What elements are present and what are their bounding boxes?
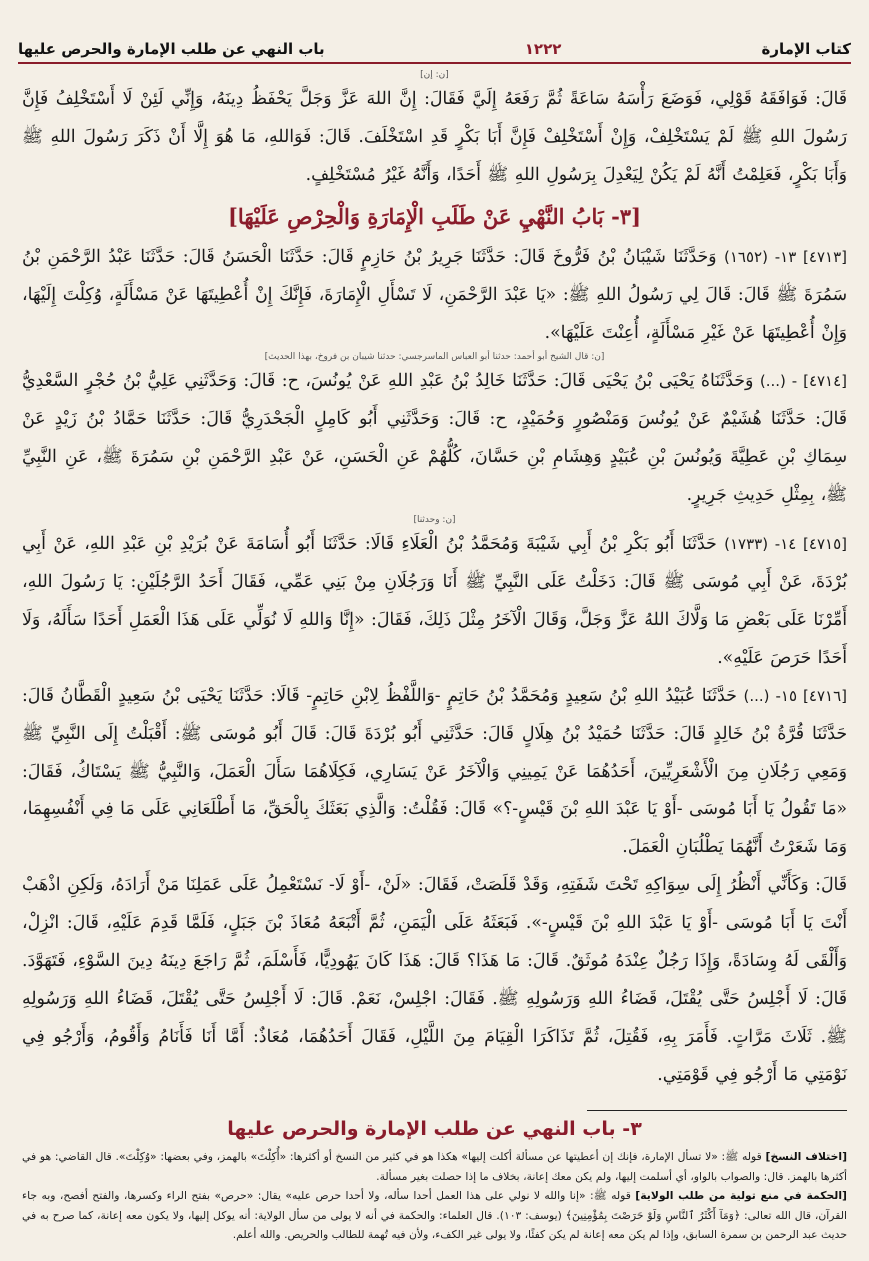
hadith-number: [٤٧١٦] ١٥- (...)	[743, 686, 847, 705]
commentary-heading: ٣- باب النهي عن طلب الإمارة والحرص عليها	[227, 1118, 642, 1140]
page-header	[18, 30, 851, 64]
commentary-text: قوله ﷺ: «إنا والله لا نولي على هذا العمل أحدا سأله، ولا أحدا حرص عليه» يقال: «حرص» بفتح الراء وكسرها، والفتح أفصح، وبه جاء القرآن، قال الله تعالى: ﴿وَمَآ أَكْثَرُ ٱلنَّاسِ وَلَوْ حَرَصْتَ بِمُؤْمِنِينَ﴾ (يوسف: ١٠٣). قال العلماء: والحكمة في أنه لا يولى من سأل الولاية: أنه يوكل إليها، ولا يكون معه إعانة، كما صرح به في حديث عبد الرحمن بن سمرة السابق، وإذا لم يكن معه إعانة لم يكن كفئًا، ولا يولى غير الكفء، ولأن فيه تُهمة للطالب والحريص. والله أعلم.	[22, 1189, 847, 1241]
hadith-text: حَدَّثَنَا عُبَيْدُ اللهِ بْنُ سَعِيدٍ وَمُحَمَّدُ بْنُ حَاتِمٍ -وَاللَّفْظُ لِابْنِ حَاتِمٍ- قَالَا: حَدَّثَنَا يَحْيَى بْنُ سَعِيدٍ الْقَطَّانُ قَالَ: حَدَّثَنَا قُرَّةُ بْنُ خَالِدٍ قَالَ: حَدَّثَنَا حُمَيْدُ بْنُ هِلَالٍ قَالَ: حَدَّثَنِي أَبُو بُرْدَةَ قَالَ: قَالَ أَبُو مُوسَى ﷺ: أَقْبَلْتُ إِلَى النَّبِيِّ ﷺ وَمَعِي رَجُلَانِ مِنَ الْأَشْعَرِيِّينَ، أَحَدُهُمَا عَنْ يَمِينِي وَالْآخَرُ عَنْ يَسَارِي، فَكِلَاهُمَا سَأَلَ الْعَمَلَ، وَالنَّبِيُّ ﷺ يَسْتَاكُ، فَقَالَ: «مَا تَقُولُ يَا أَبَا مُوسَى -أَوْ يَا عَبْدَ اللهِ بْنَ قَيْسٍ-؟» قَالَ: فَقُلْتُ: وَالَّذِي بَعَثَكَ بِالْحَقِّ، مَا أَطْلَعَانِي عَلَى مَا فِي أَنْفُسِهِمَا، وَمَا شَعَرْتُ أَنَّهُمَا يَطْلُبَانِ الْعَمَلَ.	[22, 685, 847, 858]
marginal-note: [ن: إن]	[420, 70, 449, 80]
chapter-heading: [٣- بَابُ النَّهْيِ عَنْ طَلَبِ الْإِمَارَةِ وَالْحِرْصِ عَلَيْهَا]	[227, 203, 642, 229]
commentary-tag: [الحكمة في منع تولية من طلب الولاية]	[635, 1189, 847, 1202]
hadith-text: وَحَدَّثَنَا شَيْبَانُ بْنُ فَرُّوخَ قَالَ: حَدَّثَنَا جَرِيرُ بْنُ حَازِمٍ قَالَ: حَدَّثَنَا الْحَسَنُ قَالَ: حَدَّثَنَا عَبْدُ الرَّحْمَنِ بْنُ سَمُرَةَ ﷺ قَالَ: قَالَ لِي رَسُولُ اللهِ ﷺ: «يَا عَبْدَ الرَّحْمَنِ، لَا تَسْأَلِ الْإِمَارَةَ، فَإِنَّكَ إِنْ أُعْطِيتَهَا عَنْ مَسْأَلَةٍ، وُكِلْتَ إِلَيْهَا، وَإِنْ أُعْطِيتَهَا عَنْ غَيْرِ مَسْأَلَةٍ، أُعِنْتَ عَلَيْهَا».	[22, 246, 847, 343]
hadith-number: [٤٧١٣] ١٣- (١٦٥٢)	[724, 247, 848, 266]
hadith-text: حَدَّثَنَا أَبُو بَكْرِ بْنُ أَبِي شَيْبَةَ وَمُحَمَّدُ بْنُ الْعَلَاءِ قَالَا: حَدَّثَنَا أَبُو أُسَامَةَ عَنْ بُرَيْدِ بْنِ عَبْدِ اللهِ، عَنْ أَبِي بُرْدَةَ، عَنْ أَبِي مُوسَى ﷺ قَالَ: دَخَلْتُ عَلَى النَّبِيِّ ﷺ أَنَا وَرَجُلَانِ مِنْ بَنِي عَمِّي، فَقَالَ أَحَدُ الرَّجُلَيْنِ: يَا رَسُولَ اللهِ، أَمِّرْنَا عَلَى بَعْضِ مَا وَلَّاكَ اللهُ عَزَّ وَجَلَّ، وَقَالَ الْآخَرُ مِثْلَ ذَلِكَ، فَقَالَ: «إِنَّا وَاللهِ لَا نُوَلِّي عَلَى هَذَا الْعَمَلِ أَحَدًا سَأَلَهُ، وَلَا أَحَدًا حَرَصَ عَلَيْهِ».	[22, 534, 847, 668]
hadith-number: [٤٧١٥] ١٤- (١٧٣٣)	[724, 535, 847, 554]
hadith-number: [٤٧١٤] - (...)	[759, 372, 848, 391]
hadith-text: وَحَدَّثَنَاهُ يَحْيَى بْنُ يَحْيَى قَالَ: حَدَّثَنَا خَالِدُ بْنُ عَبْدِ اللهِ عَنْ يُونُسَ، ح: قَالَ: وَحَدَّثَنِي عَلِيُّ بْنُ حُجْرٍ السَّعْدِيُّ قَالَ: حَدَّثَنَا هُشَيْمٌ عَنْ يُونُسَ وَمَنْصُورٍ وَحُمَيْدٍ، ح: قَالَ: وَحَدَّثَنِي أَبُو كَامِلٍ الْجَحْدَرِيُّ قَالَ: حَدَّثَنَا حَمَّادُ بْنُ زَيْدٍ عَنْ سِمَاكِ بْنِ عَطِيَّةَ وَيُونُسَ بْنِ عُبَيْدٍ وَهِشَامِ بْنِ حَسَّانَ، كُلُّهُمْ عَنِ الْحَسَنِ، عَنْ عَبْدِ الرَّحْمَنِ بْنِ سَمُرَةَ ﷺ، عَنِ النَّبِيِّ ﷺ، بِمِثْلِ حَدِيثِ جَرِيرٍ.	[22, 371, 847, 506]
hadith-4714	[22, 363, 847, 515]
hadith-4715	[22, 526, 847, 678]
main-text	[22, 70, 847, 1095]
running-chapter-title: باب النهي عن طلب الإمارة والحرص عليها	[18, 40, 325, 58]
book-title: كتاب الإمارة	[761, 40, 851, 58]
commentary-tag: [اختلاف النسخ]	[765, 1150, 847, 1163]
commentary-item	[22, 1147, 847, 1186]
marginal-note: [ن: قال الشيخ أبو أحمد: حدثنا أبو العباس الماسرجسي: حدثنا شيبان بن فروخ، بهذا الحديث]	[264, 352, 605, 363]
hadith-4716	[22, 678, 847, 868]
commentary-text: قوله ﷺ: «لا تسأل الإمارة، فإنك إن أعطيتها عن مسألة أكلت إليها» هكذا هو في كثير من النسخ أو أكثرها: «أُكِلْتَ» بالهمز، وفي بعضها: «وُكِلْتَ». قال القاضي: هو في أكثرها بالهمز. قال: والصواب بالواو، أي أسلمت إليها، ولم يكن معك إعانة، بخلاف ما إذا حصلت بغير مسألة.	[22, 1150, 847, 1183]
hadith-continuation: قَالَ: وَكَأَنِّي أَنْظُرُ إِلَى سِوَاكِهِ تَحْتَ شَفَتِهِ، وَقَدْ قَلَصَتْ، فَقَالَ: «لَنْ، -أَوْ لَا- نَسْتَعْمِلُ عَلَى عَمَلِنَا مَنْ أَرَادَهُ، وَلَكِنِ اذْهَبْ أَنْتَ يَا أَبَا مُوسَى -أَوْ يَا عَبْدَ اللهِ بْنَ قَيْسٍ-». فَبَعَثَهُ عَلَى الْيَمَنِ، ثُمَّ أَتْبَعَهُ مُعَاذَ بْنَ جَبَلٍ، فَلَمَّا قَدِمَ عَلَيْهِ، قَالَ: انْزِلْ، وَأَلْقَى لَهُ وِسَادَةً، وَإِذَا رَجُلٌ عِنْدَهُ مُوثَقٌ. قَالَ: مَا هَذَا؟ قَالَ: هَذَا كَانَ يَهُودِيًّا، فَأَسْلَمَ، ثُمَّ رَاجَعَ دِينَهُ دِينَ السَّوْءِ، فَتَهَوَّدَ. قَالَ: لَا أَجْلِسُ حَتَّى يُقْتَلَ، قَضَاءُ اللهِ وَرَسُولِهِ ﷺ. فَقَالَ: اجْلِسْ، نَعَمْ. قَالَ: لَا أَجْلِسُ حَتَّى يُقْتَلَ، قَضَاءُ اللهِ وَرَسُولِهِ ﷺ. ثَلَاثَ مَرَّاتٍ. فَأَمَرَ بِهِ، فَقُتِلَ، ثُمَّ تَذَاكَرَا الْقِيَامَ مِنَ اللَّيْلِ، فَقَالَ أَحَدُهُمَا، مُعَاذٌ: أَمَّا أَنَا فَأَنَامُ وَأَقُومُ، وَأَرْجُو فِي نَوْمَتِي مَا أَرْجُو فِي قَوْمَتِي.	[22, 875, 847, 1085]
hadith-4713	[22, 239, 847, 353]
marginal-note: [ن: وحدثنا]	[413, 515, 456, 526]
commentary-item	[22, 1186, 847, 1245]
opening-paragraph: قَالَ: فَوَافَقَهُ قَوْلِي، فَوَضَعَ رَأْسَهُ سَاعَةً ثُمَّ رَفَعَهُ إِلَيَّ فَقَالَ: إِنَّ اللهَ عَزَّ وَجَلَّ يَحْفَظُ دِينَهُ، وَإِنِّي لَئِنْ لَا أَسْتَخْلِفُ فَإِنَّ رَسُولَ اللهِ ﷺ لَمْ يَسْتَخْلِفْ، وَإِنْ أَسْتَخْلِفْ فَإِنَّ أَبَا بَكْرٍ قَدِ اسْتَخْلَفَ. قَالَ: فَوَاللهِ، مَا هُوَ إِلَّا أَنْ ذَكَرَ رَسُولَ اللهِ ﷺ وَأَبَا بَكْرٍ، فَعَلِمْتُ أَنَّهُ لَمْ يَكُنْ لِيَعْدِلَ بِرَسُولِ اللهِ ﷺ أَحَدًا، وَأَنَّهُ غَيْرُ مُسْتَخْلِفٍ.	[22, 89, 847, 185]
footnote-divider	[587, 1110, 847, 1111]
page-number: ١٢٢٢	[524, 40, 562, 58]
commentary-section	[22, 1147, 847, 1245]
